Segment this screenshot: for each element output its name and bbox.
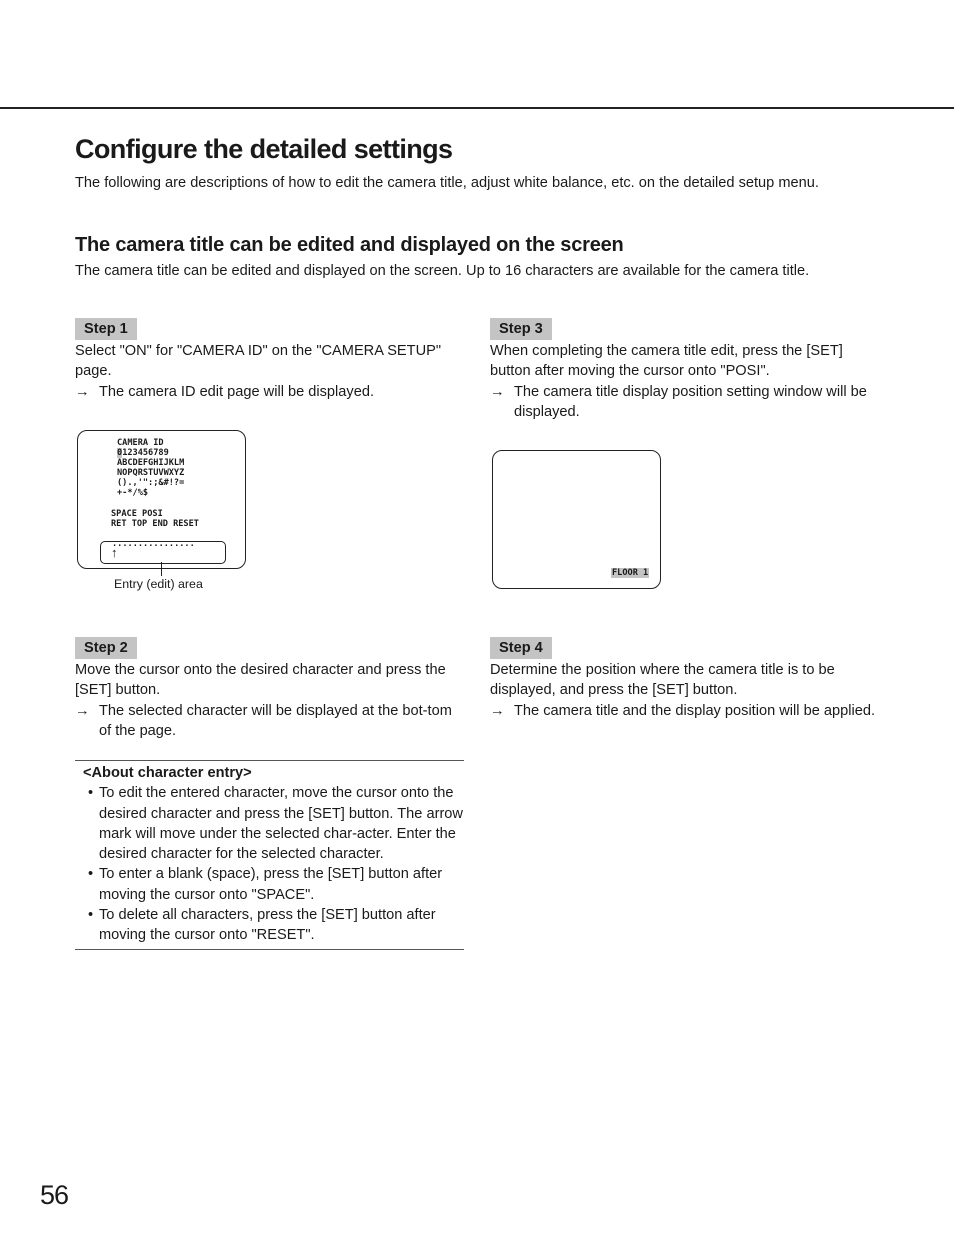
intro-text: The following are descriptions of how to edit the camera title, adjust white balance, etc. on the detailed setup menu. xyxy=(75,175,819,191)
entry-area-caption: Entry (edit) area xyxy=(114,577,203,591)
step-4-text: Determine the position where the camera title is to be displayed, and press the [SET] button. xyxy=(490,662,835,699)
page-number: 56 xyxy=(40,1180,69,1210)
step-4-result xyxy=(490,701,875,721)
step-3-text: When completing the camera title edit, press the [SET] button after moving the cursor onto "POSI". xyxy=(490,343,843,380)
step-1 xyxy=(75,318,460,402)
step-3-result xyxy=(490,382,875,423)
page-title: Configure the detailed settings xyxy=(75,134,453,164)
section-description: The camera title can be edited and displayed on the screen. Up to 16 characters are available for the camera title. xyxy=(75,263,810,279)
step-2-badge: Step 2 xyxy=(75,637,137,659)
section-title: The camera title can be edited and displayed on the screen xyxy=(75,234,624,256)
step-2 xyxy=(75,637,460,741)
arrow-right-icon: → xyxy=(75,383,90,400)
arrow-right-icon: → xyxy=(490,383,505,400)
list-item xyxy=(75,783,464,864)
step-4-result-text: The camera title and the display position will be applied. xyxy=(514,702,875,719)
character-entry-note xyxy=(75,760,464,950)
bullet-icon: • xyxy=(88,907,94,924)
list-item xyxy=(75,905,464,946)
cursor-arrow-icon: ↑ xyxy=(111,545,118,560)
step-1-result-text: The camera ID edit page will be displayed. xyxy=(99,383,374,400)
step-3 xyxy=(490,318,875,422)
note-item-text: To enter a blank (space), press the [SET] button after moving the cursor onto "SPACE". xyxy=(99,866,443,903)
arrow-right-icon: → xyxy=(75,702,90,719)
screen-symbols-row-2: +-*/%$ xyxy=(117,488,149,498)
bullet-icon: • xyxy=(88,866,94,883)
screen-symbols-row-1: ().,'":;&#!?= xyxy=(117,478,185,488)
step-2-result-text: The selected character will be displayed at the bot-tom of the page. xyxy=(99,702,452,739)
note-title: <About character entry> xyxy=(83,765,252,781)
cursor-highlight: 0 xyxy=(117,448,123,458)
camera-title-display: FLOOR 1 xyxy=(612,568,649,578)
step-2-text: Move the cursor onto the desired character and press the [SET] button. xyxy=(75,662,446,699)
step-3-result-text: The camera title display position setting window will be displayed. xyxy=(514,383,867,420)
title-position-screen xyxy=(492,450,661,589)
note-list xyxy=(75,783,464,945)
entry-dots: ................ xyxy=(112,539,195,549)
bullet-icon: • xyxy=(88,785,94,802)
step-1-text: Select "ON" for "CAMERA ID" on the "CAMERA SETUP" page. xyxy=(75,343,442,380)
screen-commands-row-2: RET TOP END RESET xyxy=(111,519,199,529)
screen-title: CAMERA ID xyxy=(117,438,164,448)
step-3-badge: Step 3 xyxy=(490,318,552,340)
top-rule xyxy=(0,107,954,109)
screen-digits-row xyxy=(117,448,169,458)
screen-letters-row-2: NOPQRSTUVWXYZ xyxy=(117,468,185,478)
step-1-result xyxy=(75,382,460,402)
step-1-badge: Step 1 xyxy=(75,318,137,340)
list-item xyxy=(75,864,464,905)
screen-commands-row-1: SPACE POSI xyxy=(111,509,163,519)
arrow-right-icon: → xyxy=(490,702,505,719)
screen-digits-rest: 123456789 xyxy=(122,448,169,458)
step-4 xyxy=(490,637,875,721)
note-item-text: To delete all characters, press the [SET] button after moving the cursor onto "RESET". xyxy=(99,907,436,944)
caption-leader-line xyxy=(161,562,162,576)
camera-id-edit-screen xyxy=(77,430,246,569)
step-2-result xyxy=(75,701,460,742)
step-4-badge: Step 4 xyxy=(490,637,552,659)
note-item-text: To edit the entered character, move the cursor onto the desired character and press the [SET] button. The arrow mark will move under the selected char-acter. Enter the desired character for the selected character. xyxy=(99,785,463,863)
screen-letters-row-1: ABCDEFGHIJKLM xyxy=(117,458,185,468)
